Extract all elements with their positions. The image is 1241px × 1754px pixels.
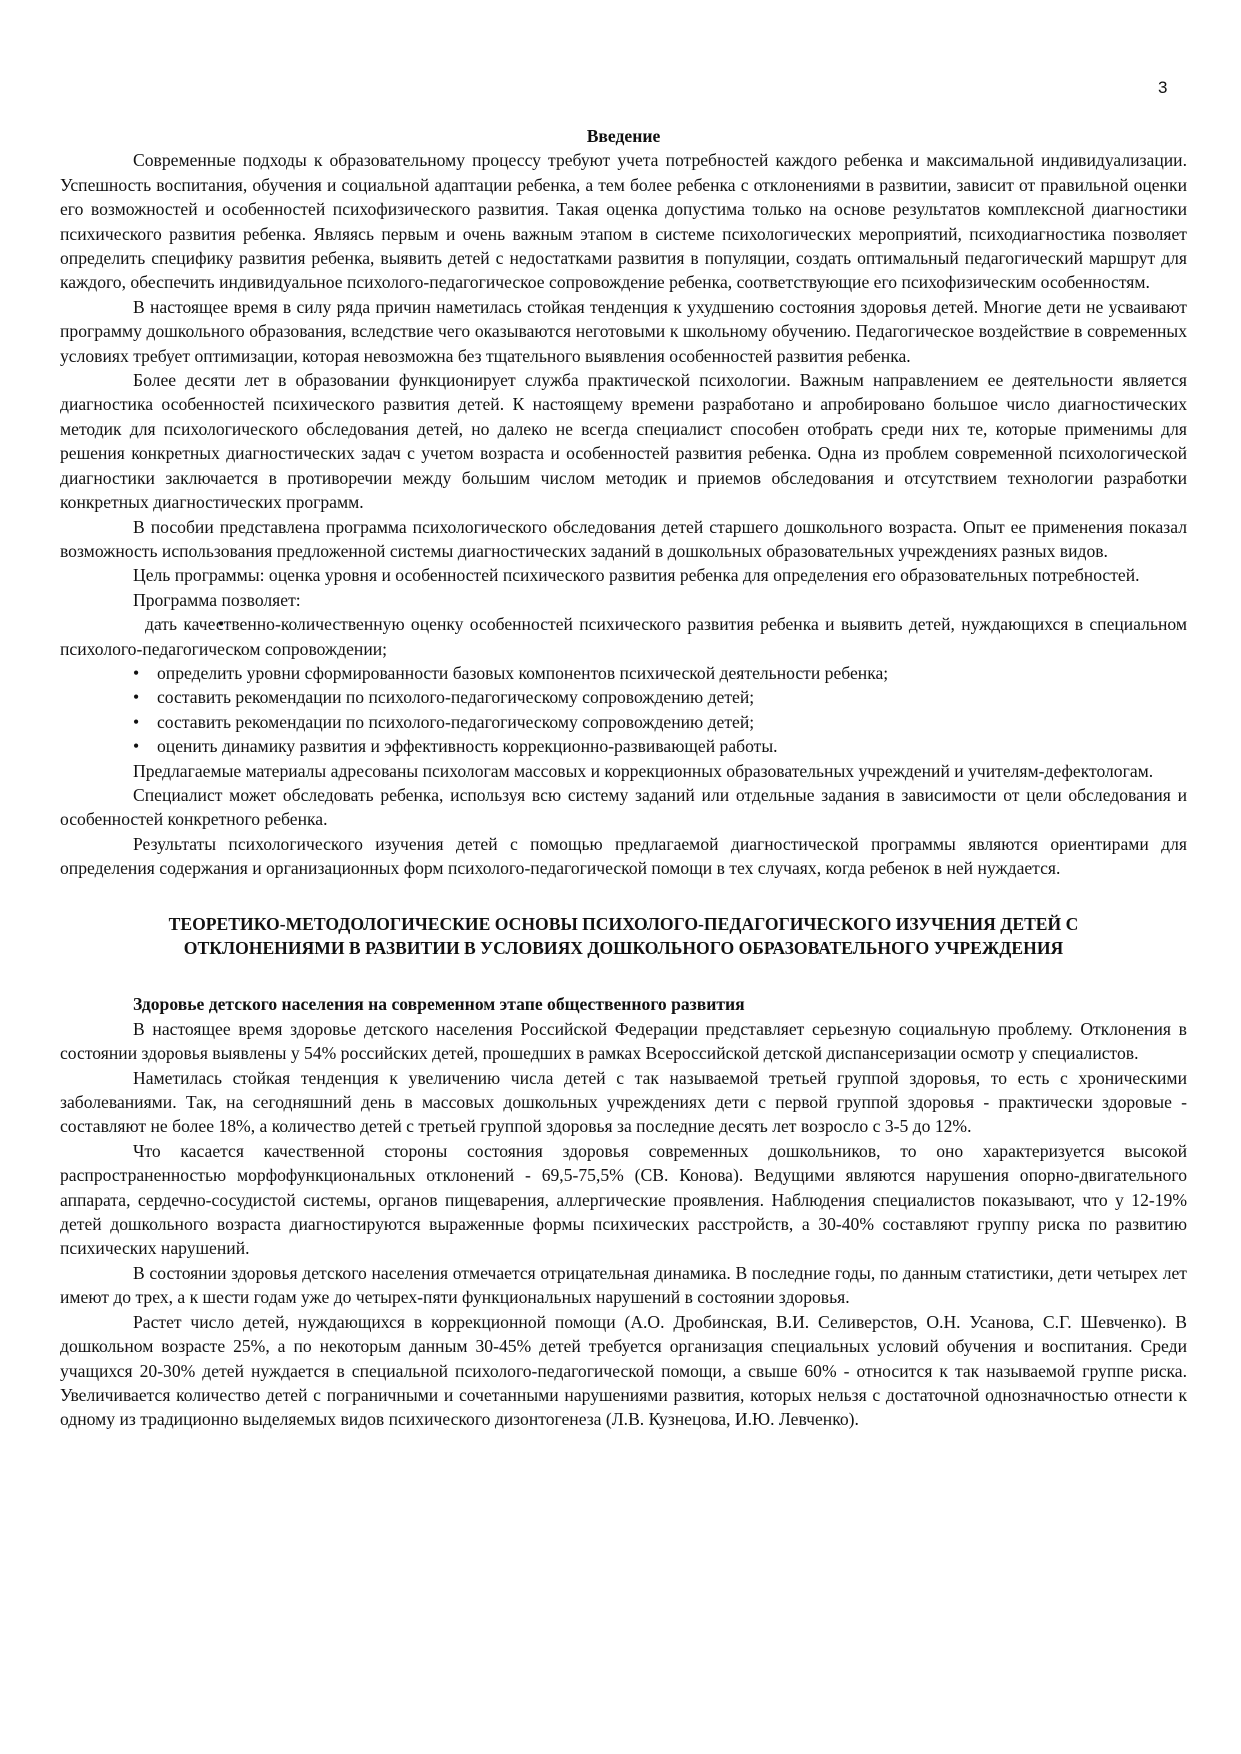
intro-paragraph-allows: Программа позволяет: bbox=[133, 589, 301, 610]
intro-paragraph-4: В пособии представлена программа психологического обследования детей старшего дошкольного возраста. Опыт ее применения показал возможность использования предложенной системы диагностических заданий в дошкольных образовательных учреждениях разных видов. bbox=[60, 516, 1187, 561]
intro-paragraph-goal: Цель программы: оценка уровня и особенностей психического развития ребенка для определения его образовательных потребностей. bbox=[133, 565, 1140, 586]
list-item: • составить рекомендации по психолого-педагогическому сопровождению детей; bbox=[60, 685, 1187, 709]
list-item: • дать качественно-количественную оценку особенностей психического развития ребенка и выявить детей, нуждающихся в специальном психолого-педагогическом сопровождении; bbox=[60, 612, 1187, 661]
page-content bbox=[60, 124, 1187, 1432]
chapter-title-line-1: ТЕОРЕТИКО-МЕТОДОЛОГИЧЕСКИЕ ОСНОВЫ ПСИХОЛОГО-ПЕДАГОГИЧЕСКОГО ИЗУЧЕНИЯ ДЕТЕЙ С bbox=[168, 913, 1079, 934]
intro-title: Введение bbox=[586, 126, 661, 146]
intro-paragraph-2: В настоящее время в силу ряда причин наметилась стойкая тенденция к ухудшению состояния здоровья детей. Многие дети не усваивают программу дошкольного образования, вследствие чего оказываются неготовыми к школьному обучению. Педагогическое воздействие в современных условиях требует оптимизации, которая невозможна без тщательного выявления особенностей развития ребенка. bbox=[60, 296, 1187, 366]
list-item: • определить уровни сформированности базовых компонентов психической деятельности ребенка; bbox=[60, 661, 1187, 685]
intro-paragraph-results: Результаты психологического изучения детей с помощью предлагаемой диагностической программы являются ориентирами для определения содержания и организационных форм психолого-педагогической помощи в тех случаях, когда ребенок в ней нуждается. bbox=[60, 833, 1187, 879]
intro-paragraph-audience: Предлагаемые материалы адресованы психологам массовых и коррекционных образовательных учреждений и учителям-дефектологам. bbox=[133, 760, 1154, 781]
list-item: • составить рекомендации по психолого-педагогическому сопровождению детей; bbox=[60, 710, 1187, 734]
section-paragraph-4: В состоянии здоровья детского населения отмечается отрицательная динамика. В последние годы, по данным статистики, дети четырех лет имеют до трех, а к шести годам уже до четырех-пяти функциональных нарушений в состоянии здоровья. bbox=[60, 1262, 1187, 1308]
section-title: Здоровье детского населения на современном этапе общественного развития bbox=[133, 994, 745, 1015]
program-bullet-list bbox=[60, 612, 1187, 758]
section-paragraph-1: В настоящее время здоровье детского населения Российской Федерации представляет серьезную социальную проблему. Отклонения в состоянии здоровья выявлены у 54% российских детей, прошедших в рамках Всероссийской детской диспансеризации осмотр у специалистов. bbox=[60, 1018, 1187, 1064]
chapter-title-line-2: ОТКЛОНЕНИЯМИ В РАЗВИТИИ В УСЛОВИЯХ ДОШКОЛЬНОГО ОБРАЗОВАТЕЛЬНОГО УЧРЕЖДЕНИЯ bbox=[183, 938, 1064, 958]
chapter-title bbox=[60, 912, 1187, 961]
section-paragraph-2: Наметилась стойкая тенденция к увеличению числа детей с так называемой третьей группой здоровья, то есть с хроническими заболеваниями. Так, на сегодняшний день в массовых дошкольных учреждениях дети с первой группой здоровья - практически здоровые - составляют не более 18%, а количество детей с третьей группой здоровья за последние десять лет возросло с 3-5 до 12%. bbox=[60, 1067, 1187, 1137]
page-number: 3 bbox=[1158, 78, 1168, 97]
list-item: • оценить динамику развития и эффективность коррекционно-развивающей работы. bbox=[60, 734, 1187, 758]
intro-paragraph-3: Более десяти лет в образовании функционирует служба практической психологии. Важным направлением ее деятельности является диагностика особенностей психического развития детей. К настоящему времени разработано и апробировано большое число диагностических методик для психологического обследования детей, но далеко не всегда специалист способен отобрать среди них те, которые применимы для решения конкретных диагностических задач с учетом возраста и особенностей развития ребенка. Одна из проблем современной психологической диагностики заключается в противоречии между большим числом методик и приемов обследования и отсутствием технологии разработки конкретных диагностических программ. bbox=[60, 370, 1187, 513]
intro-paragraph-specialist: Специалист может обследовать ребенка, используя всю систему заданий или отдельные задания в зависимости от цели обследования и особенностей конкретного ребенка. bbox=[60, 784, 1187, 830]
section-paragraph-5: Растет число детей, нуждающихся в коррекционной помощи (А.О. Дробинская, В.И. Селиверстов, О.Н. Усанова, С.Г. Шевченко). В дошкольном возрасте 25%, а по некоторым данным 30-45% детей требуется организация специальных условий обучения и воспитания. Среди учащихся 20-30% детей нуждается в специальной психолого-педагогической помощи, а свыше 60% - относится к так называемой группе риска. Увеличивается количество детей с пограничными и сочетанными нарушениями развития, которых нельзя с достаточной однозначностью отнести к одному из традиционно выделяемых видов психического дизонтогенеза (Л.В. Кузнецова, И.Ю. Левченко). bbox=[60, 1311, 1187, 1430]
intro-paragraph-1: Современные подходы к образовательному процессу требуют учета потребностей каждого ребенка и максимальной индивидуализации. Успешность воспитания, обучения и социальной адаптации ребенка, а тем более ребенка с отклонениями в развитии, зависит от правильной оценки его возможностей и особенностей психофизического развития. Такая оценка допустима только на основе результатов комплексной диагностики психического развития ребенка. Являясь первым и очень важным этапом в системе психологических мероприятий, психодиагностика позволяет определить специфику развития ребенка, выявить детей с недостатками развития в популяции, создать оптимальный педагогический маршрут для каждого, обеспечить индивидуальное психолого-педагогическое сопровождение ребенка, соответствующие его психофизическим особенностям. bbox=[60, 150, 1187, 293]
section-paragraph-3: Что касается качественной стороны состояния здоровья современных дошкольников, то оно характеризуется высокой распространенностью морфофункциональных отклонений - 69,5-75,5% (СВ. Конова). Ведущими являются нарушения опорно-двигательного аппарата, сердечно-сосудистой системы, органов пищеварения, аллергические проявления. Наблюдения специалистов показывают, что у 12-19% детей дошкольного возраста диагностируются выраженные формы психических расстройств, а 30-40% составляют группу риска по развитию психических нарушений. bbox=[60, 1140, 1187, 1259]
